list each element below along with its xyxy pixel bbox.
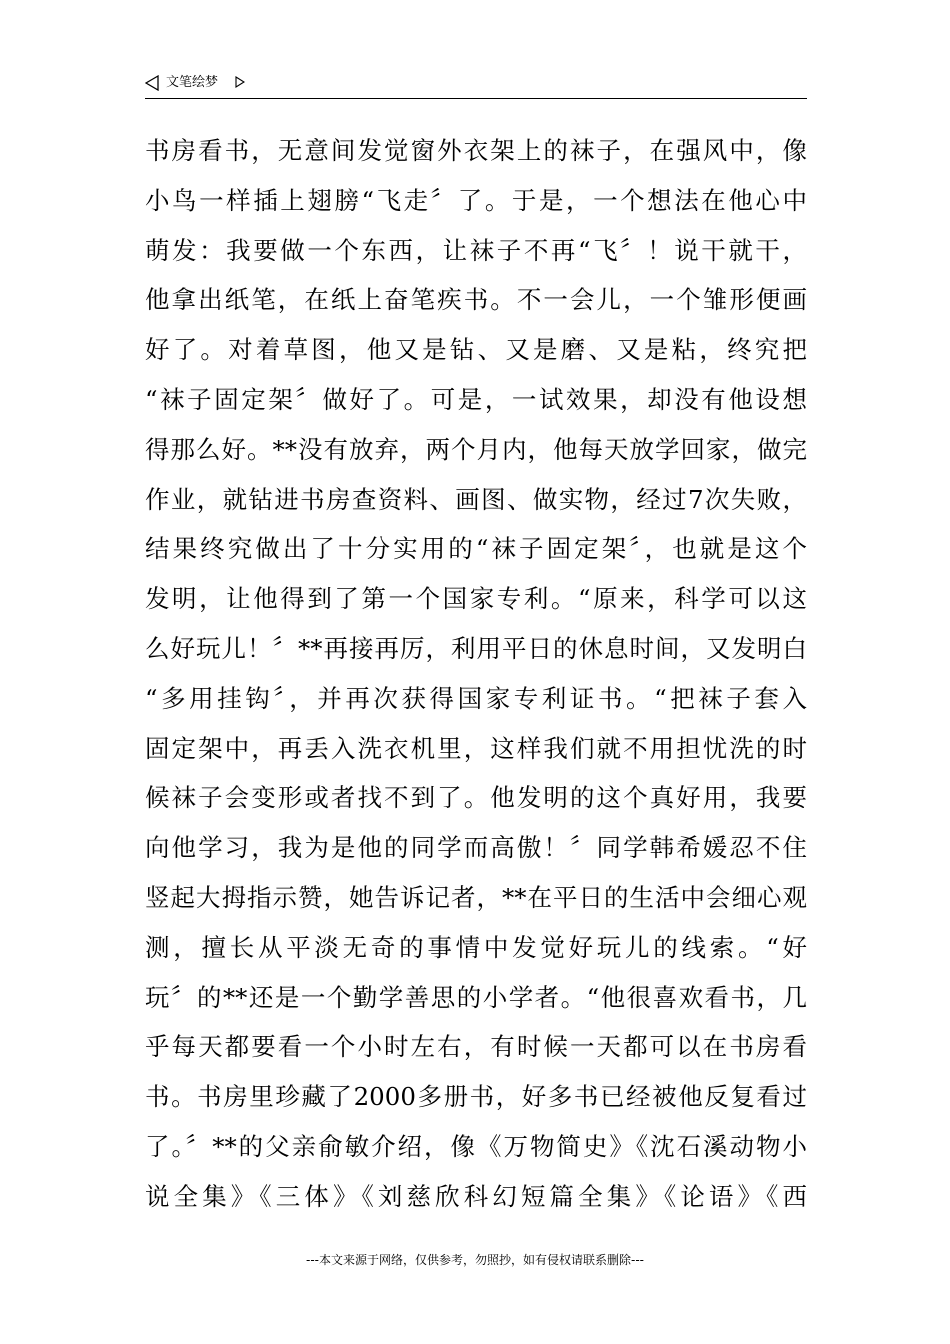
- triangle-left-icon: [145, 75, 159, 91]
- text-line: 么好玩儿！〞**再接再厉，利用平日的休息时间，又发明白: [145, 633, 807, 663]
- text-line: 结果终究做出了十分实用的“袜子固定架〞，也就是这个: [145, 534, 807, 564]
- text-line: 发明，让他得到了第一个国家专利。“原来，科学可以这: [145, 584, 807, 614]
- text-line: 乎每天都要看一个小时左右，有时候一天都可以在书房看: [145, 1032, 807, 1062]
- text-line: “多用挂钩〞，并再次获得国家专利证书。“把袜子套入: [145, 683, 807, 713]
- text-line: 竖起大拇指示赞，她告诉记者，**在平日的生活中会细心观: [145, 882, 807, 912]
- text-line: 作业，就钻进书房查资料、画图、做实物，经过7次失败，: [145, 484, 807, 514]
- text-line: 小鸟一样插上翅膀“飞走〞了。于是，一个想法在他心中: [145, 185, 807, 215]
- text-line: 了。〞**的父亲俞敏介绍，像《万物简史》《沈石溪动物小: [145, 1131, 807, 1161]
- text-line: 固定架中，再丢入洗衣机里，这样我们就不用担忧洗的时: [145, 733, 807, 763]
- text-line: 说全集》《三体》《刘慈欣科幻短篇全集》《论语》《西: [145, 1181, 807, 1211]
- text-line: 测，擅长从平淡无奇的事情中发觉好玩儿的线索。“好: [145, 932, 807, 962]
- text-line: 书。书房里珍藏了2000多册书，好多书已经被他反复看过: [145, 1082, 807, 1112]
- header-title: 文笔绘梦: [166, 75, 219, 90]
- text-line: 书房看书，无意间发觉窗外衣架上的袜子，在强风中，像: [145, 136, 807, 165]
- text-line: 向他学习，我为是他的同学而高傲！〞同学韩希媛忍不住: [145, 833, 807, 863]
- page-header: [145, 72, 807, 99]
- text-line: 他拿出纸笔，在纸上奋笔疾书。不一会儿，一个雏形便画: [145, 285, 807, 315]
- text-line: “袜子固定架〞做好了。可是，一试效果，却没有他设想: [145, 384, 807, 414]
- text-line: 候袜子会变形或者找不到了。他发明的这个真好用，我要: [145, 783, 807, 813]
- text-line: 好了。对着草图，他又是钻、又是磨、又是粘，终究把: [145, 335, 807, 365]
- triangle-right-icon: [235, 76, 245, 88]
- source-disclaimer: ---本文来源于网络，仅供参考，勿照抄，如有侵权请联系删除---: [306, 1253, 644, 1267]
- body-text: [145, 126, 807, 1222]
- text-line: 得那么好。**没有放弃，两个月内，他每天放学回家，做完: [145, 434, 807, 464]
- text-line: 玩〞的**还是一个勤学善思的小学者。“他很喜欢看书，几: [145, 982, 807, 1012]
- text-line: 萌发：我要做一个东西，让袜子不再“飞〞！说干就干，: [145, 235, 807, 265]
